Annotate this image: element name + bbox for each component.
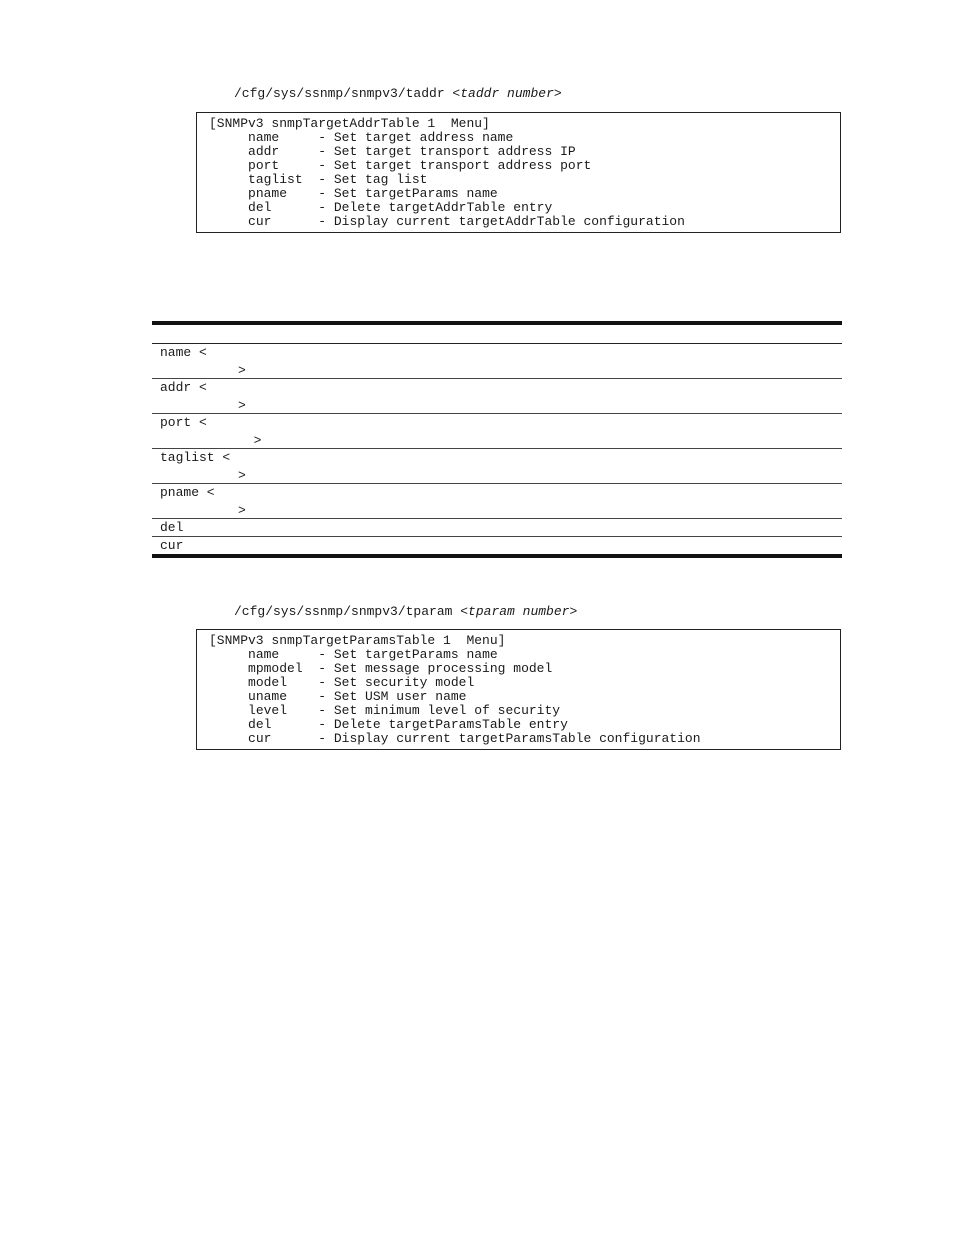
menu-item: name - Set target address name	[248, 130, 514, 145]
menu-item: taglist - Set tag list	[248, 172, 428, 187]
tparam-command-path: /cfg/sys/ssnmp/snmpv3/tparam <	[234, 604, 469, 619]
table-row: port < >	[152, 414, 842, 449]
menu-item: cur - Display current targetParamsTable configuration	[248, 731, 701, 746]
menu-item: uname - Set USM user name	[248, 689, 467, 704]
taddr-command-path: /cfg/sys/ssnmp/snmpv3/taddr <	[234, 86, 461, 101]
table-row: taglist < >	[152, 449, 842, 484]
menu-item: addr - Set target transport address IP	[248, 144, 576, 159]
taddr-command-arg: taddr number	[460, 86, 554, 101]
taddr-menu-title: [SNMPv3 snmpTargetAddrTable 1 Menu]	[209, 116, 490, 131]
menu-item: pname - Set targetParams name	[248, 186, 498, 201]
taddr-command-line	[234, 86, 562, 102]
tparam-menu-box	[196, 629, 841, 750]
menu-item: level - Set minimum level of security	[248, 703, 561, 718]
table-header	[152, 325, 842, 344]
tparam-menu-title: [SNMPv3 snmpTargetParamsTable 1 Menu]	[209, 633, 506, 648]
menu-item: del - Delete targetAddrTable entry	[248, 200, 553, 215]
menu-item: cur - Display current targetAddrTable configuration	[248, 214, 685, 229]
options-table	[152, 321, 842, 558]
tparam-command-line	[234, 604, 577, 620]
table-row: pname < >	[152, 484, 842, 519]
menu-item: model - Set security model	[248, 675, 475, 690]
tparam-command-arg: tparam number	[468, 604, 570, 619]
table-row: name < >	[152, 344, 842, 379]
menu-item: name - Set targetParams name	[248, 647, 498, 662]
table-row: del	[152, 519, 842, 537]
menu-item: del - Delete targetParamsTable entry	[248, 717, 568, 732]
menu-item: mpmodel - Set message processing model	[248, 661, 553, 676]
taddr-menu-box	[196, 112, 841, 233]
table-row: cur	[160, 538, 184, 553]
menu-item: port - Set target transport address port	[248, 158, 592, 173]
tparam-command-close: >	[569, 604, 578, 619]
taddr-command-close: >	[553, 86, 562, 101]
table-row: addr < >	[152, 379, 842, 414]
